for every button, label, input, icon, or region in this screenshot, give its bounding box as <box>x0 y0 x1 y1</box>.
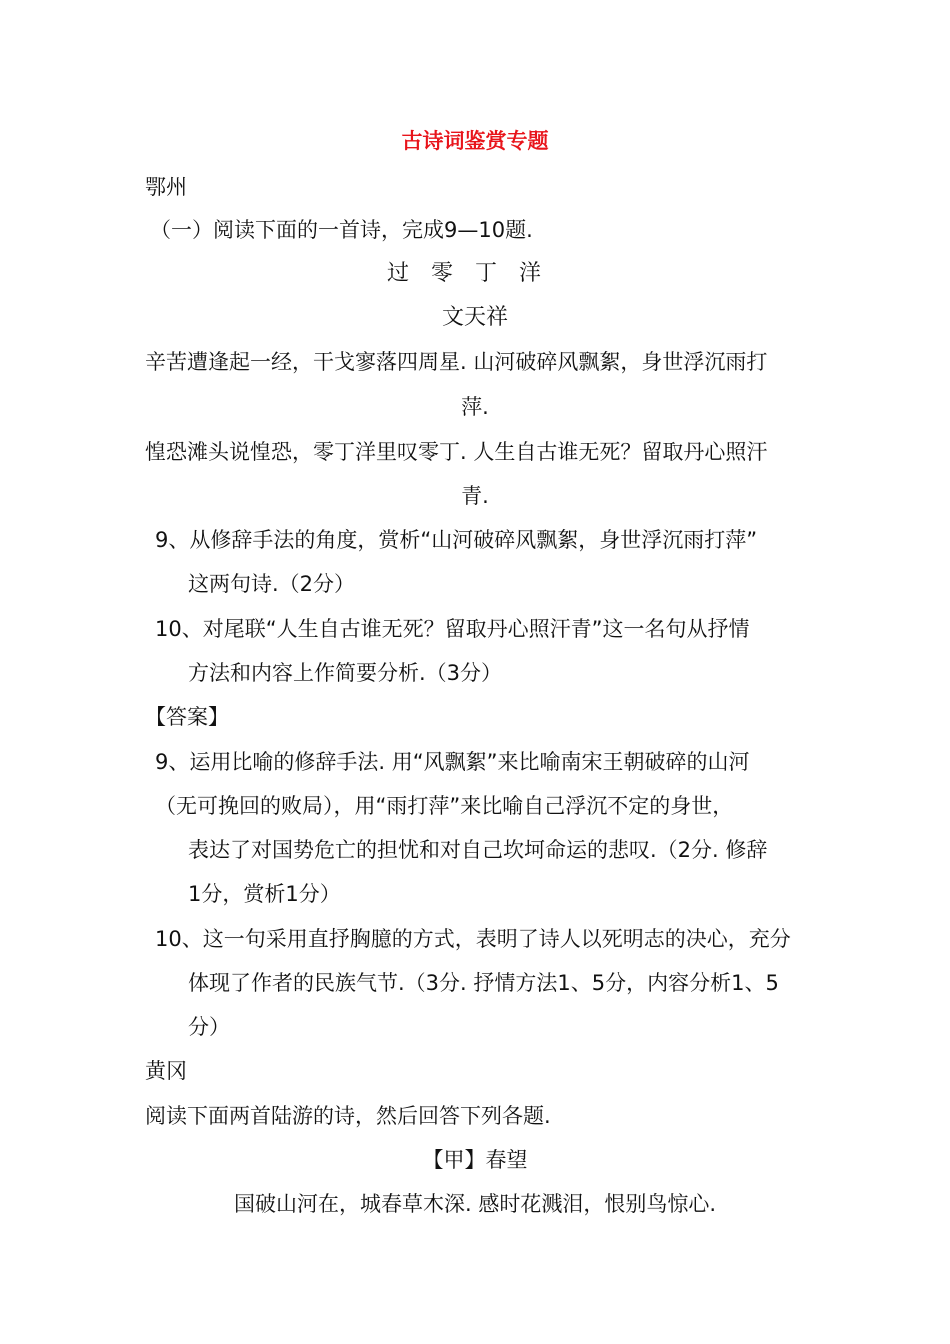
question-9-cont: 这两句诗.（2分） <box>188 572 356 596</box>
poem-author: 文天祥 <box>441 305 508 330</box>
question-10: 10、对尾联“人生自古谁无死？留取丹心照汗青”这一名句从抒情 <box>155 617 750 641</box>
region-label-ezhou: 鄂州 <box>145 175 187 199</box>
answer-9-cont: 1分，赏析1分） <box>188 882 341 906</box>
region-label-huanggang: 黄冈 <box>145 1059 187 1083</box>
question-9: 9、从修辞手法的角度，赏析“山河破碎风飘絮，身世浮沉雨打萍” <box>155 528 758 552</box>
answer-label: 【答案】 <box>145 705 229 729</box>
poem-line: 萍. <box>461 395 489 419</box>
poem-line: 惶恐滩头说惶恐，零丁洋里叹零丁. 人生自古谁无死？留取丹心照汗 <box>145 440 768 464</box>
poem-line: 国破山河在，城春草木深. 感时花溅泪，恨别鸟惊心. <box>233 1192 717 1216</box>
section-intro: 阅读下面两首陆游的诗，然后回答下列各题. <box>145 1104 551 1128</box>
answer-9: 9、运用比喻的修辞手法. 用“风飘絮”来比喻南宋王朝破碎的山河 <box>155 750 750 774</box>
answer-10-cont: 体现了作者的民族气节.（3分. 抒情方法1、5分，内容分析1、5 <box>188 971 779 995</box>
question-10-cont: 方法和内容上作简要分析.（3分） <box>188 661 503 685</box>
answer-9-cont: （无可挽回的败局），用“雨打萍”来比喻自己浮沉不定的身世， <box>155 794 734 818</box>
answer-10: 10、这一句采用直抒胸臆的方式，表明了诗人以死明志的决心，充分 <box>155 927 791 951</box>
poem-line: 青. <box>461 484 489 508</box>
document-title: 古诗词鉴赏专题 <box>401 129 549 153</box>
section-intro: （一）阅读下面的一首诗，完成9—10题. <box>150 218 533 242</box>
poem-line: 辛苦遭逢起一经，干戈寥落四周星. 山河破碎风飘絮，身世浮沉雨打 <box>145 350 768 374</box>
poem-title: 过零丁洋 <box>386 261 563 286</box>
answer-9-cont: 表达了对国势危亡的担忧和对自己坎坷命运的悲叹.（2分. 修辞 <box>188 838 768 862</box>
poem-label: 【甲】春望 <box>422 1148 528 1172</box>
answer-10-cont: 分） <box>188 1015 230 1039</box>
